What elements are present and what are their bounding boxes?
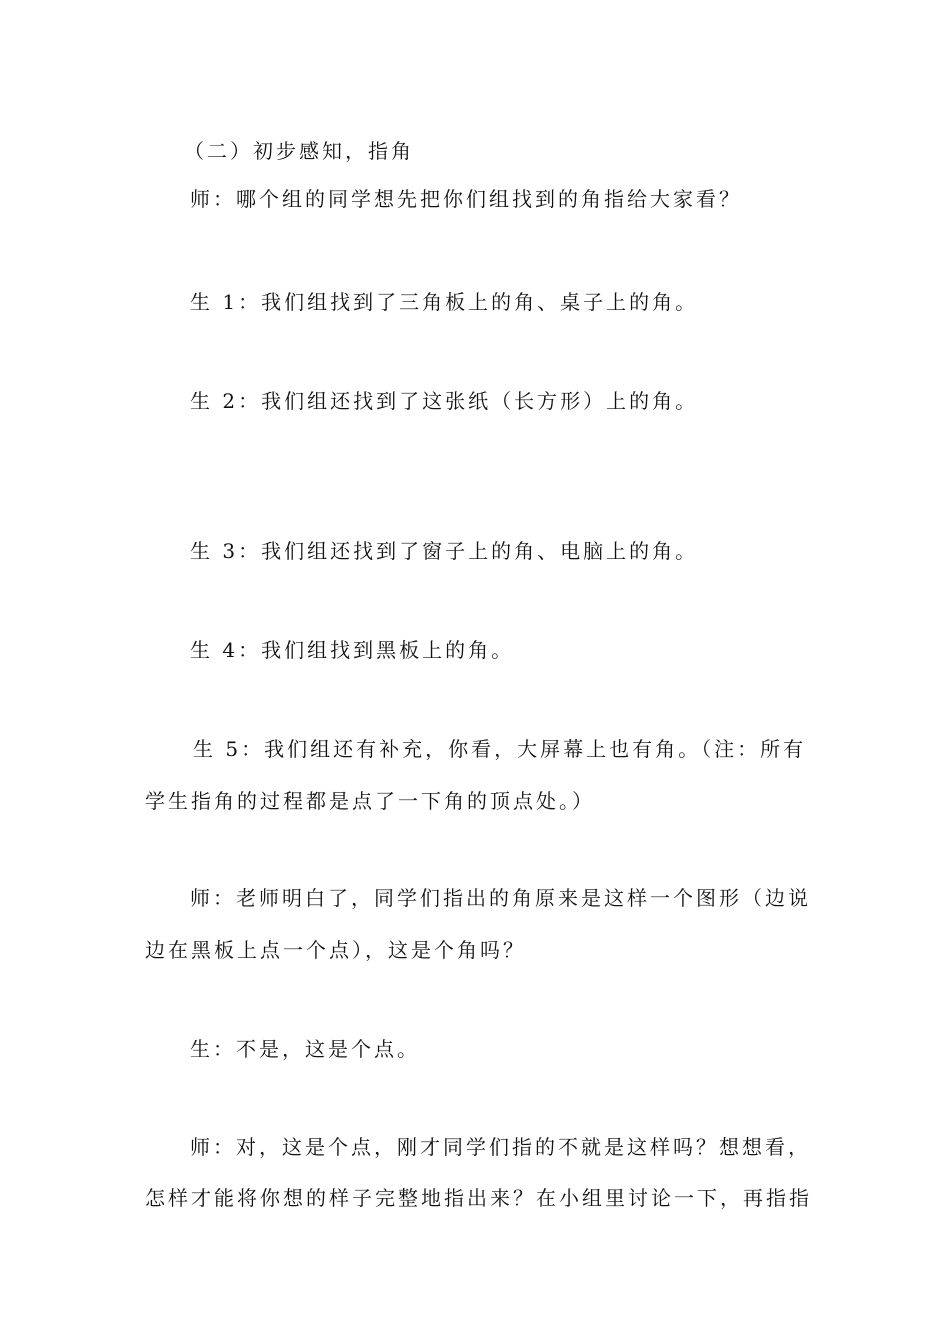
paragraph-teacher-question-line-1: 师：哪个组的同学想先把你们组找到的角指给大家看？ — [190, 187, 742, 211]
section-heading: （二）初步感知，指角 — [184, 139, 414, 163]
paragraph-teacher-explain-line-2: 边在黑板上点一个点），这是个角吗？ — [145, 938, 526, 962]
paragraph-student-4-line-1: 生 4：我们组找到黑板上的角。 — [190, 638, 515, 662]
paragraph-teacher-explain-line-1: 师：老师明白了，同学们指出的角原来是这样一个图形（边说 — [190, 886, 811, 910]
paragraph-student-3-line-1: 生 3：我们组还找到了窗子上的角、电脑上的角。 — [190, 539, 699, 563]
paragraph-teacher-followup-line-2: 怎样才能将你想的样子完整地指出来？在小组里讨论一下，再指指 — [145, 1186, 812, 1210]
paragraph-student-1-line-1: 生 1：我们组找到了三角板上的角、桌子上的角。 — [190, 290, 699, 314]
paragraph-student-5-line-1: 生 5：我们组还有补充，你看，大屏幕上也有角。（注：所有 — [193, 737, 807, 761]
paragraph-student-answer-line-1: 生：不是，这是个点。 — [190, 1037, 420, 1061]
paragraph-student-5-line-2: 学生指角的过程都是点了一下角的顶点处。） — [145, 789, 595, 813]
paragraph-student-2-line-1: 生 2：我们组还找到了这张纸（长方形）上的角。 — [190, 389, 699, 413]
paragraph-teacher-followup-line-1: 师：对，这是个点，刚才同学们指的不就是这样吗？想想看， — [190, 1135, 811, 1159]
